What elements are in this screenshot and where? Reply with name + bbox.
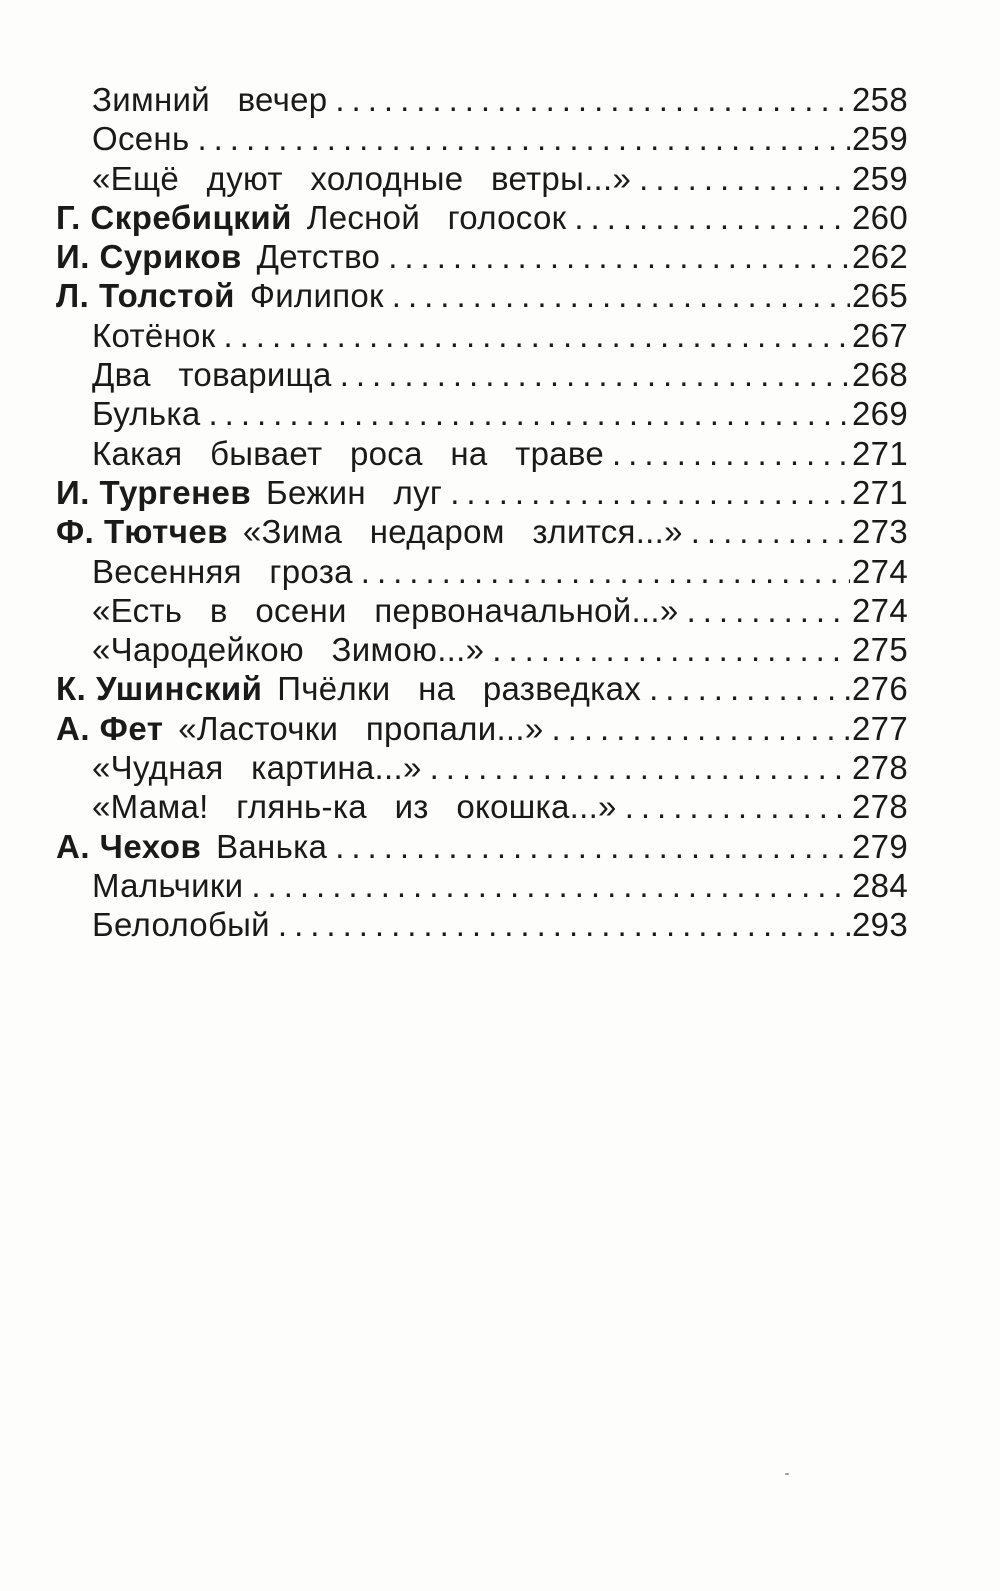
- toc-entry: [56, 237, 908, 276]
- toc-title: «Мама! глянь-ка из окошка...»: [92, 788, 617, 826]
- toc-title: Пчёлки на разведках: [277, 670, 642, 708]
- toc-page-number: 259: [852, 159, 908, 197]
- toc-page-number: 271: [852, 473, 908, 511]
- toc-entry: [56, 709, 908, 748]
- toc-title: «Зима недаром злится...»: [242, 513, 683, 551]
- dot-leader: [223, 316, 850, 355]
- toc-page-number: 260: [852, 198, 908, 236]
- toc-author: Л. Толстой: [56, 277, 235, 315]
- toc-author: А. Чехов: [56, 827, 202, 865]
- toc-entry: [56, 512, 908, 551]
- toc-page-number: 271: [852, 434, 908, 472]
- toc-title: «Чудная картина...»: [92, 749, 422, 787]
- toc-entry: [56, 434, 908, 473]
- dot-leader: [335, 80, 850, 119]
- dot-leader: [612, 434, 850, 473]
- toc-entry: [56, 827, 908, 866]
- toc-page-number: 293: [852, 906, 908, 944]
- dot-leader: [552, 709, 851, 748]
- dot-leader: [492, 630, 850, 669]
- dot-leader: [625, 787, 850, 826]
- dot-leader: [450, 473, 850, 512]
- dot-leader: [649, 669, 850, 708]
- toc-title: Мальчики: [92, 866, 244, 904]
- dot-leader: [388, 237, 850, 276]
- dot-leader: [392, 276, 850, 315]
- toc-title: Детство: [256, 238, 381, 276]
- toc-entry: [56, 748, 908, 787]
- toc-author: А. Фет: [56, 709, 164, 747]
- toc-entry: [56, 669, 908, 708]
- toc-page-number: 274: [852, 591, 908, 629]
- toc-title: Ванька: [216, 827, 328, 865]
- toc-page-number: 275: [852, 631, 908, 669]
- toc-page-number: 277: [852, 709, 908, 747]
- dot-leader: [691, 512, 850, 551]
- toc-page-number: 278: [852, 749, 908, 787]
- dot-leader: [335, 827, 850, 866]
- toc-page-number: 278: [852, 788, 908, 826]
- dot-leader: [340, 355, 850, 394]
- toc-title: Осень: [92, 120, 190, 158]
- toc-page-number: 276: [852, 670, 908, 708]
- toc-entry: [56, 905, 908, 944]
- dot-leader: [687, 591, 850, 630]
- toc-author: Г. Скребицкий: [56, 198, 292, 236]
- toc-page-number: 262: [852, 238, 908, 276]
- toc-entry: [56, 159, 908, 198]
- toc-title: Котёнок: [92, 316, 216, 354]
- toc-entry: [56, 394, 908, 433]
- toc-title: «Ласточки пропали...»: [178, 709, 544, 747]
- toc-title: Филипок: [249, 277, 384, 315]
- toc-entry: [56, 198, 908, 237]
- dot-leader: [208, 394, 850, 433]
- toc-author: И. Тургенев: [56, 473, 252, 511]
- toc-entry: [56, 80, 908, 119]
- toc-entry: [56, 355, 908, 394]
- dot-leader: [278, 905, 850, 944]
- toc-title: Зимний вечер: [92, 81, 328, 118]
- toc-entry: [56, 591, 908, 630]
- toc-page-number: 265: [852, 277, 908, 315]
- dot-leader: [361, 552, 850, 591]
- toc-page-number: 274: [852, 552, 908, 590]
- toc-title: Какая бывает роса на траве: [92, 434, 605, 472]
- toc-title: Два товарища: [92, 356, 332, 394]
- toc-page-number: 284: [852, 866, 908, 904]
- dot-leader: [251, 866, 850, 905]
- toc-title: «Есть в осени первоначальной...»: [92, 591, 679, 629]
- dot-leader: [639, 159, 850, 198]
- table-of-contents: [56, 80, 908, 945]
- toc-title: Бежин луг: [266, 473, 443, 511]
- toc-entry: [56, 866, 908, 905]
- toc-page-number: 267: [852, 316, 908, 354]
- toc-entry: [56, 787, 908, 826]
- toc-entry: [56, 119, 908, 158]
- toc-entry: [56, 316, 908, 355]
- toc-entry: [56, 630, 908, 669]
- toc-entry: [56, 552, 908, 591]
- toc-title: «Чародейкою Зимою...»: [92, 631, 485, 669]
- dot-leader: [574, 198, 850, 237]
- toc-title: Весенняя гроза: [92, 552, 353, 590]
- toc-author: К. Ушинский: [56, 670, 263, 708]
- toc-title: Белолобый: [92, 906, 270, 944]
- toc-page-number: 268: [852, 356, 908, 394]
- toc-title: «Ещё дуют холодные ветры...»: [92, 159, 632, 197]
- toc-page-number: 273: [852, 513, 908, 551]
- dot-leader: [197, 119, 850, 158]
- paper-speck: [785, 1473, 789, 1475]
- toc-title: Лесной голосок: [306, 198, 567, 236]
- toc-author: И. Суриков: [56, 238, 242, 276]
- toc-page-number: 258: [852, 81, 908, 118]
- toc-entry: [56, 276, 908, 315]
- dot-leader: [430, 748, 850, 787]
- toc-entry: [56, 473, 908, 512]
- toc-title: Булька: [92, 395, 201, 433]
- toc-page-number: 279: [852, 827, 908, 865]
- toc-author: Ф. Тютчев: [56, 513, 229, 551]
- toc-page-number: 269: [852, 395, 908, 433]
- toc-page-number: 259: [852, 120, 908, 158]
